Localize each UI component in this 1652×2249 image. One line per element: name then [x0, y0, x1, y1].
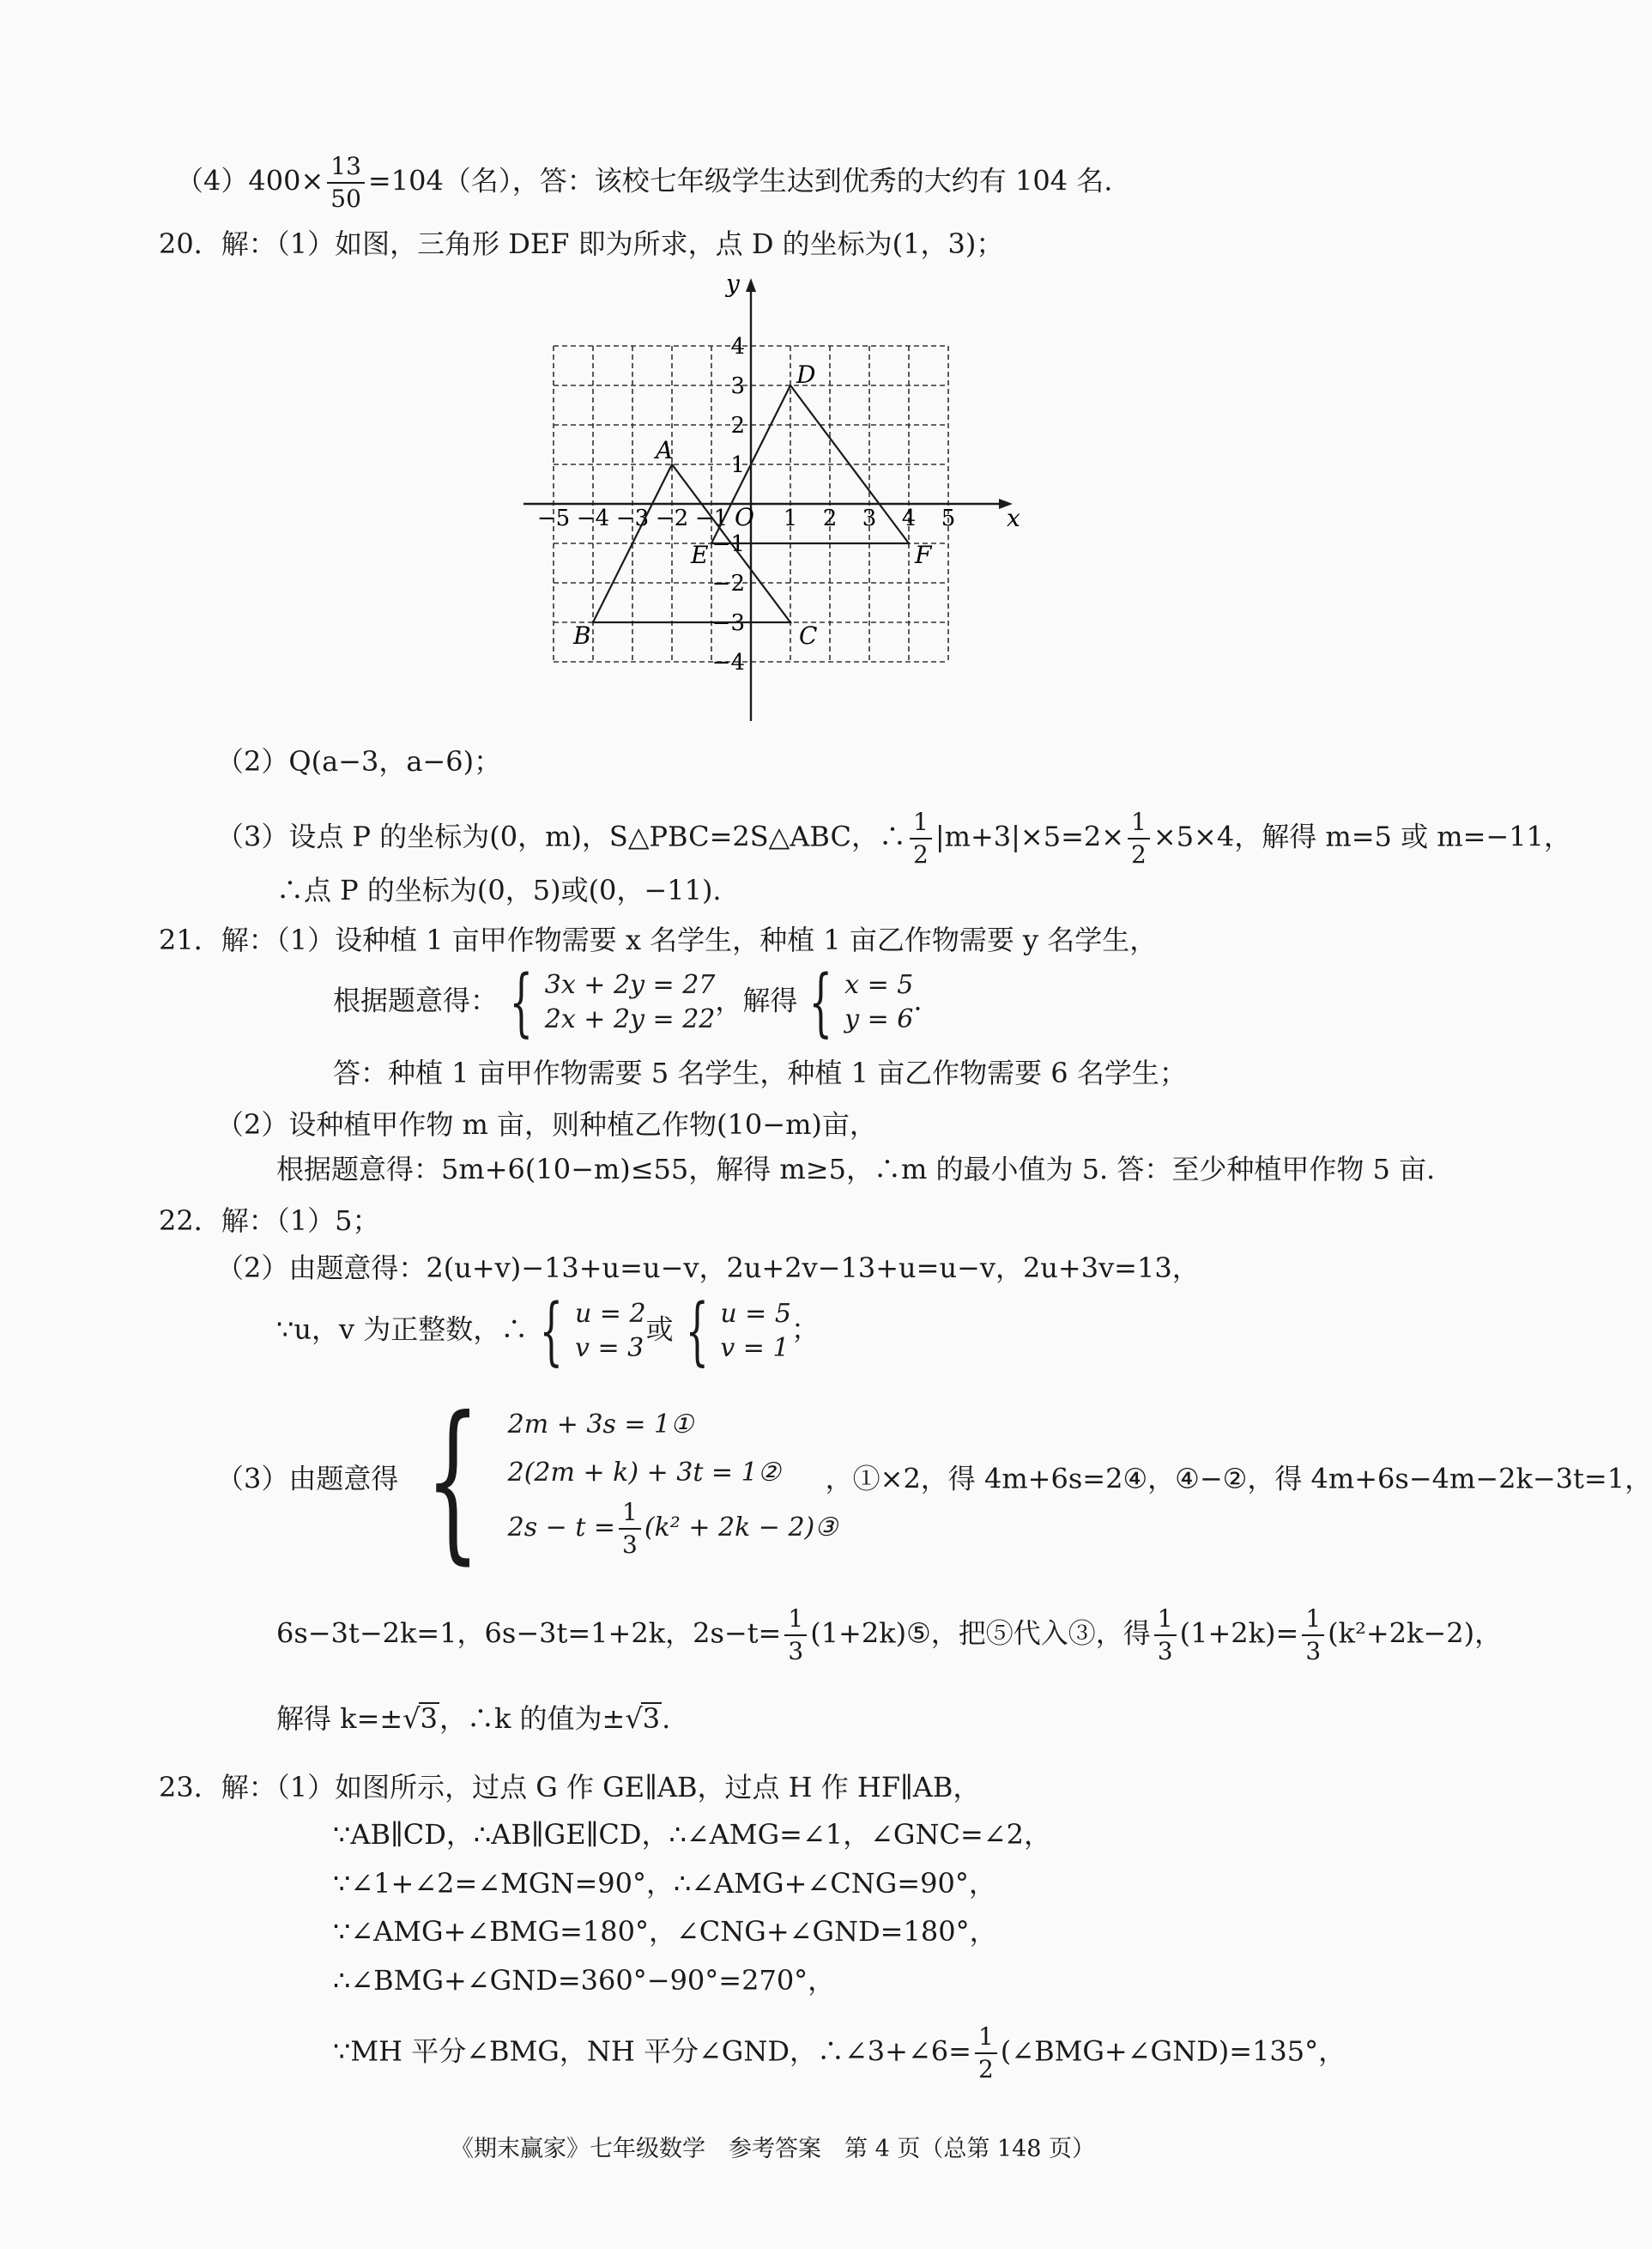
- y-tick: −4: [711, 650, 745, 676]
- origin-label: O: [735, 503, 754, 531]
- page-footer: 《期末赢家》七年级数学 参考答案 第 4 页（总第 148 页）: [451, 2136, 1096, 2162]
- q21-answer: 答：种植 1 亩甲作物需要 5 名学生，种植 1 亩乙作物需要 6 名学生；: [333, 1057, 1187, 1089]
- q20-conclusion: ∴点 P 的坐标为(0，5)或(0，−11).: [276, 874, 722, 906]
- q22-part2-cases: ∵u，v 为正整数，∴ { u = 2 v = 3或 { u = 5 v = 1；: [276, 1288, 819, 1374]
- x-axis-label: x: [1007, 504, 1020, 532]
- x-tick: −1: [694, 506, 729, 531]
- point-c-label: C: [799, 621, 818, 650]
- case-b: u = 5 v = 1: [720, 1299, 791, 1363]
- case-a: u = 2 v = 3: [574, 1299, 646, 1363]
- q22-part3: （3）由题意得 { 2m + 3s = 1① 2(2m + k) + 3t = 1② 2s − t = $\frac{1}{3}$ (k² + 2k − 2)③，①×2，得 4m+6s=2④，④−②，得 4m+6s−4m−2k−3t=1，: [216, 1380, 1652, 1580]
- q23-step2: ∵∠1+∠2=∠MGN=90°，∴∠AMG+∠CNG=90°，: [333, 1867, 996, 1900]
- q21-part2: （2）设种植甲作物 m 亩，则种植乙作物(10−m)亩，: [216, 1108, 877, 1141]
- y-tick: 2: [730, 413, 745, 439]
- q20-part1: 20．解：（1）如图，三角形 DEF 即为所求，点 D 的坐标为(1，3)；: [159, 227, 1004, 260]
- coordinate-graph: [515, 266, 1030, 730]
- y-axis-label: y: [726, 270, 740, 298]
- x-tick: 5: [941, 506, 956, 531]
- y-tick: 3: [730, 373, 745, 399]
- x-tick: −4: [576, 506, 610, 531]
- q23-step4: ∴∠BMG+∠GND=360°−90°=270°，: [333, 1964, 836, 1997]
- q22-part2: （2）由题意得：2(u+v)−13+u=u−v，2u+2v−13+u=u−v，2u+3v=13，: [216, 1252, 1200, 1284]
- x-tick: −2: [655, 506, 689, 531]
- point-e-label: E: [691, 541, 709, 569]
- y-tick: −3: [711, 610, 745, 636]
- y-tick: 1: [730, 452, 745, 478]
- q23-part1: 23．解：（1）如图所示，过点 G 作 GE∥AB，过点 H 作 HF∥AB，: [159, 1771, 981, 1803]
- q23-step1: ∵AB∥CD，∴AB∥GE∥CD，∴∠AMG=∠1，∠GNC=∠2，: [333, 1818, 1051, 1851]
- point-b-label: B: [573, 621, 591, 650]
- q22-part3-result: 解得 k=±√3，∴k 的值为±√3.: [276, 1702, 671, 1735]
- x-tick: −5: [536, 506, 571, 531]
- q21-part1: 21．解：（1）设种植 1 亩甲作物需要 x 名学生，种植 1 亩乙作物需要 y 名学生，: [159, 924, 1158, 956]
- q20-part2: （2）Q(a−3，a−6)；: [216, 745, 502, 778]
- q23-step5: ∵MH 平分∠BMG，NH 平分∠GND，∴∠3+∠6= $\frac{1}{2}$ (∠BMG+∠GND)=135°，: [333, 2022, 1346, 2083]
- y-tick: −1: [711, 531, 745, 557]
- x-tick: 3: [862, 506, 877, 531]
- x-tick: 1: [783, 506, 798, 531]
- point-f-label: F: [915, 541, 932, 569]
- point-d-label: D: [796, 361, 816, 389]
- q22-part3-derivation: 6s−3t−2k=1，6s−3t=1+2k，2s−t= $\frac{1}{3}$ (1+2k)⑤，把⑤代入③，得 $\frac{1}{3}$ (1+2k)= $\frac{1}{3}$ (k²+2k−2)，: [276, 1604, 1503, 1665]
- y-tick: −2: [711, 571, 745, 597]
- x-tick: 4: [901, 506, 917, 531]
- q21-equations: 根据题意得： { 3x + 2y = 27 2x + 2y = 22，解得 { x = 5 y = 6.: [333, 960, 923, 1046]
- q23-step3: ∵∠AMG+∠BMG=180°，∠CNG+∠GND=180°，: [333, 1915, 997, 1948]
- y-tick: 4: [730, 334, 745, 360]
- equation-system: 3x + 2y = 27 2x + 2y = 22: [544, 970, 716, 1034]
- three-equation-system: 2m + 3s = 1① 2(2m + k) + 3t = 1② 2s − t = $\frac{1}{3}$ (k² + 2k − 2)③: [507, 1409, 838, 1559]
- x-tick: 2: [822, 506, 838, 531]
- x-tick: −3: [615, 506, 650, 531]
- q22-part1: 22．解：（1）5；: [159, 1204, 380, 1237]
- solution-system: x = 5 y = 6: [844, 970, 914, 1034]
- q20-part3: （3）设点 P 的坐标为(0，m)，S△PBC=2S△ABC，∴ $\frac{1}{2}$ |m+3|×5=2× $\frac{1}{2}$ ×5×4，解得 m=5 或 m=−11，: [216, 808, 1571, 869]
- q21-part2-solution: 根据题意得：5m+6(10−m)≤55，解得 m≥5，∴m 的最小值为 5. 答：至少种植甲作物 5 亩.: [276, 1153, 1436, 1185]
- point-a-label: A: [656, 436, 674, 464]
- q19-part4: （4）400× $\frac{13}{50}$ =104（名），答：该校七年级学生达到优秀的大约有 104 名.: [176, 152, 1113, 213]
